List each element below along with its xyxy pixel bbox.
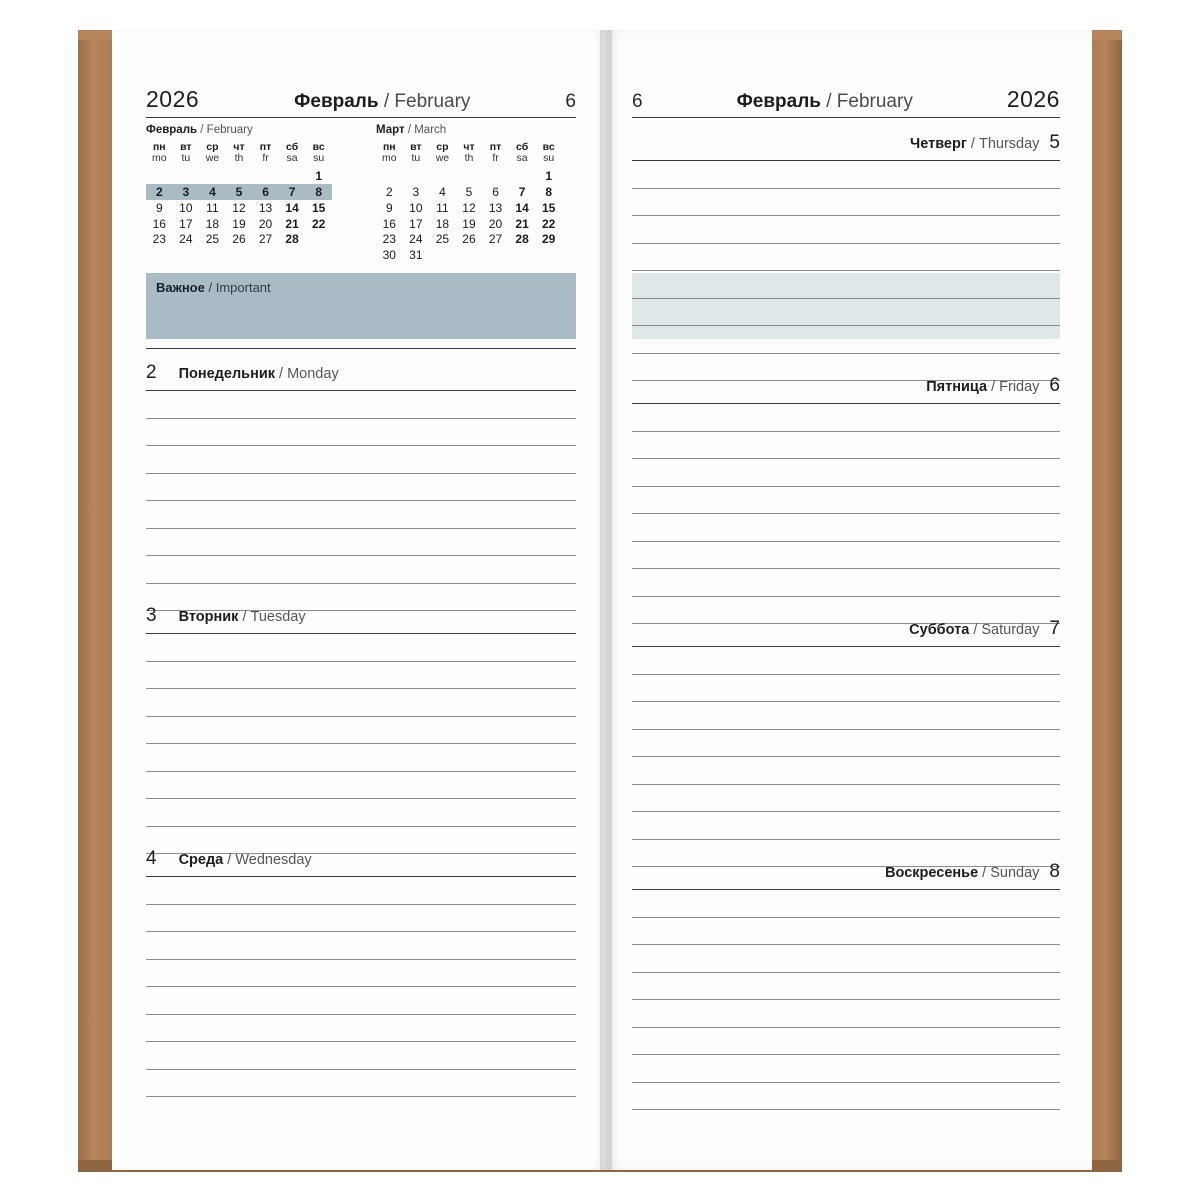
dow-row-ru — [376, 140, 562, 153]
day-cell[interactable] — [535, 247, 562, 263]
dow-cell: чт — [463, 141, 475, 153]
writing-line[interactable] — [632, 674, 1060, 675]
writing-line[interactable] — [146, 661, 576, 662]
dow-cell: tu — [181, 152, 191, 165]
day-number: 6 — [1049, 375, 1060, 396]
header-month-ru-left: Февраль — [294, 91, 379, 112]
day-cell[interactable]: 19 — [232, 216, 246, 231]
kraft-cover-left-edge — [78, 30, 116, 1170]
dow-row-en — [146, 153, 332, 167]
dow-cell: ср — [206, 141, 219, 153]
writing-line[interactable] — [632, 458, 1060, 459]
dow-cell: sa — [286, 152, 298, 165]
writing-line[interactable] — [632, 972, 1060, 973]
day-cell[interactable]: 11 — [206, 200, 219, 215]
important-label-ru: Важное — [156, 280, 205, 295]
writing-line[interactable] — [146, 1069, 576, 1070]
important-band-right — [632, 273, 1060, 339]
day-cell[interactable]: 10 — [179, 200, 193, 215]
day-cell[interactable]: 3 — [173, 184, 200, 200]
day-cell[interactable]: 20 — [258, 216, 273, 231]
day-cell[interactable] — [252, 168, 279, 184]
day-cell[interactable]: 24 — [409, 232, 423, 247]
day-cell[interactable] — [403, 168, 430, 184]
day-cell[interactable]: 27 — [488, 232, 503, 247]
day-cell[interactable] — [456, 247, 483, 263]
day-cell[interactable]: 8 — [305, 184, 332, 200]
writing-line[interactable] — [146, 931, 576, 932]
day-number: 3 — [146, 605, 157, 626]
week-row — [146, 184, 332, 200]
writing-line[interactable] — [146, 473, 576, 474]
dow-row-ru — [146, 140, 332, 153]
day-cell[interactable]: 18 — [205, 216, 220, 231]
writing-line[interactable] — [632, 1027, 1060, 1028]
day-header-sunday — [632, 861, 1060, 883]
mini-calendar-grid — [376, 140, 562, 263]
dow-cell: we — [435, 152, 450, 165]
mini-calendars — [146, 124, 576, 263]
day-number: 4 — [146, 848, 157, 869]
writing-line[interactable] — [146, 500, 576, 501]
header-month-en-right: February — [836, 91, 913, 112]
header-rule-left — [146, 117, 576, 118]
writing-line[interactable] — [632, 756, 1060, 757]
important-label-en: Important — [215, 280, 271, 295]
writing-line[interactable] — [146, 904, 576, 905]
dow-row-en — [376, 153, 562, 167]
day-cell[interactable]: 6 — [492, 184, 499, 199]
day-cell[interactable] — [429, 247, 456, 263]
mini-calendar-grid — [146, 140, 332, 247]
dow-cell: fr — [262, 152, 269, 165]
week-row — [146, 216, 332, 232]
header-rule-right — [632, 117, 1060, 118]
day-name: Суббота / Saturday — [909, 622, 1040, 638]
week-row — [146, 200, 332, 216]
day-cell[interactable]: 1 — [315, 168, 323, 183]
day-header-monday — [146, 362, 576, 384]
day-cell[interactable]: 14 — [285, 200, 299, 215]
dow-cell: вт — [180, 141, 192, 153]
mini-calendar-title: Февраль / February — [146, 124, 253, 136]
day-cell[interactable] — [456, 168, 483, 184]
day-cell[interactable] — [146, 168, 173, 184]
day-cell[interactable]: 25 — [205, 232, 220, 247]
writing-line[interactable] — [146, 688, 576, 689]
day-rule-friday — [632, 403, 1060, 404]
book-gutter — [600, 30, 612, 1170]
day-cell[interactable]: 5 — [226, 184, 253, 200]
dow-cell: сб — [516, 141, 529, 153]
dow-cell: чт — [233, 141, 245, 153]
day-cell[interactable]: 12 — [462, 200, 476, 215]
writing-line[interactable] — [632, 784, 1060, 785]
day-cell[interactable]: 6 — [252, 184, 279, 200]
page-number-left: 6 — [565, 91, 576, 112]
dow-cell: вс — [312, 141, 325, 153]
day-cell[interactable]: 7 — [279, 184, 306, 200]
writing-line[interactable] — [146, 418, 576, 419]
dow-cell: mo — [151, 152, 167, 165]
writing-line[interactable] — [632, 325, 1060, 326]
writing-line[interactable] — [632, 701, 1060, 702]
day-cell[interactable]: 9 — [155, 200, 163, 215]
day-header-thursday — [632, 132, 1060, 154]
day-cell[interactable]: 7 — [518, 184, 526, 199]
day-cell[interactable] — [226, 168, 253, 184]
dow-cell: сб — [286, 141, 299, 153]
writing-line[interactable] — [632, 917, 1060, 918]
day-name: Воскресенье / Sunday — [885, 865, 1040, 881]
page-number-right: 6 — [632, 91, 643, 112]
header-month-en-left: February — [394, 91, 471, 112]
day-rule-wednesday — [146, 876, 576, 877]
day-cell[interactable] — [173, 168, 200, 184]
important-label-sep: / — [208, 280, 213, 295]
day-number: 8 — [1049, 861, 1060, 882]
dow-cell: вт — [410, 141, 422, 153]
day-cell[interactable]: 3 — [412, 184, 420, 199]
writing-line[interactable] — [632, 243, 1060, 244]
day-cell[interactable]: 4 — [199, 184, 226, 200]
header-left — [146, 86, 576, 113]
writing-line[interactable] — [632, 353, 1060, 354]
day-cell[interactable]: 1 — [545, 168, 553, 183]
day-cell[interactable]: 13 — [258, 200, 273, 215]
dow-cell: fr — [492, 152, 499, 165]
writing-line[interactable] — [632, 188, 1060, 189]
writing-line[interactable] — [146, 1014, 576, 1015]
dow-cell: пн — [152, 141, 166, 153]
week-row — [146, 231, 332, 247]
day-cell[interactable]: 4 — [439, 184, 446, 199]
day-cell[interactable] — [509, 247, 536, 263]
day-name: Понедельник / Monday — [178, 366, 339, 382]
dow-cell: пт — [489, 141, 502, 153]
writing-line[interactable] — [632, 729, 1060, 730]
day-cell[interactable]: 11 — [436, 200, 449, 215]
important-rule — [146, 348, 576, 349]
day-cell[interactable] — [482, 168, 509, 184]
day-cell[interactable]: 5 — [465, 184, 473, 199]
day-name: Четверг / Thursday — [910, 136, 1040, 152]
day-cell[interactable]: 21 — [515, 216, 529, 231]
writing-line[interactable] — [632, 541, 1060, 542]
day-cell[interactable]: 23 — [382, 232, 396, 247]
day-cell[interactable]: 21 — [285, 216, 299, 231]
header-right — [632, 86, 1060, 113]
writing-line[interactable] — [632, 839, 1060, 840]
dow-cell: вс — [542, 141, 555, 153]
header-month-sep-right: / — [826, 91, 832, 112]
writing-line[interactable] — [632, 811, 1060, 812]
header-month-sep-left: / — [383, 91, 390, 112]
day-number: 7 — [1049, 618, 1060, 639]
dow-cell: tu — [411, 152, 421, 165]
day-number: 2 — [146, 362, 157, 383]
dow-cell: th — [234, 152, 244, 165]
dow-cell: sa — [516, 152, 528, 165]
writing-line[interactable] — [632, 1082, 1060, 1083]
week-row — [146, 168, 332, 184]
week-row — [376, 184, 562, 200]
writing-line[interactable] — [632, 999, 1060, 1000]
writing-line[interactable] — [146, 1041, 576, 1042]
day-cell[interactable]: 13 — [488, 200, 503, 215]
week-row — [376, 168, 562, 184]
day-name: Среда / Wednesday — [178, 852, 312, 868]
writing-line[interactable] — [632, 486, 1060, 487]
day-rule-sunday — [632, 889, 1060, 890]
writing-line[interactable] — [632, 1054, 1060, 1055]
writing-line[interactable] — [632, 1109, 1060, 1110]
day-cell[interactable] — [199, 168, 226, 184]
day-cell[interactable]: 20 — [488, 216, 503, 231]
day-name: Вторник / Tuesday — [178, 609, 306, 625]
day-number: 5 — [1049, 132, 1060, 153]
day-cell[interactable]: 8 — [545, 184, 553, 199]
day-cell[interactable]: 16 — [382, 216, 396, 231]
day-cell[interactable]: 25 — [435, 232, 450, 247]
day-cell[interactable]: 27 — [258, 232, 273, 247]
day-cell[interactable]: 15 — [542, 200, 556, 215]
day-cell[interactable]: 23 — [152, 232, 166, 247]
writing-line[interactable] — [632, 431, 1060, 432]
day-cell[interactable]: 28 — [515, 232, 529, 247]
week-row — [376, 216, 562, 232]
day-cell[interactable]: 12 — [232, 200, 246, 215]
week-row — [376, 231, 562, 247]
writing-line[interactable] — [146, 826, 576, 827]
day-cell[interactable]: 26 — [462, 232, 476, 247]
day-name: Пятница / Friday — [926, 379, 1040, 395]
day-cell[interactable]: 30 — [382, 248, 396, 263]
day-cell[interactable]: 19 — [462, 216, 476, 231]
day-header-wednesday — [146, 848, 576, 870]
writing-line[interactable] — [146, 555, 576, 556]
day-rule-monday — [146, 390, 576, 391]
dow-cell: пт — [259, 141, 272, 153]
writing-line[interactable] — [146, 583, 576, 584]
kraft-cover-right-edge — [1088, 30, 1122, 1170]
day-cell[interactable]: 31 — [409, 248, 423, 263]
day-rule-thursday — [632, 160, 1060, 161]
day-cell[interactable] — [279, 168, 306, 184]
header-month-left — [294, 91, 470, 113]
day-cell[interactable]: 10 — [409, 200, 423, 215]
day-cell[interactable]: 18 — [435, 216, 450, 231]
writing-line[interactable] — [146, 771, 576, 772]
day-cell[interactable]: 29 — [542, 232, 556, 247]
writing-line[interactable] — [632, 215, 1060, 216]
important-label — [156, 280, 271, 295]
writing-line[interactable] — [632, 513, 1060, 514]
writing-line[interactable] — [146, 445, 576, 446]
writing-line[interactable] — [146, 959, 576, 960]
dow-cell: ср — [436, 141, 449, 153]
header-month-right — [737, 91, 913, 113]
header-year-right: 2026 — [1006, 86, 1060, 112]
dow-cell: we — [205, 152, 220, 165]
writing-line[interactable] — [146, 1096, 576, 1097]
day-cell[interactable]: 24 — [179, 232, 193, 247]
dow-cell: su — [543, 152, 555, 165]
writing-line[interactable] — [632, 270, 1060, 271]
mini-calendar-title: Март / March — [376, 124, 447, 136]
day-cell[interactable]: 15 — [312, 200, 326, 215]
day-cell[interactable]: 16 — [152, 216, 166, 231]
mini-calendar-current — [146, 124, 332, 263]
writing-line[interactable] — [146, 743, 576, 744]
day-cell[interactable] — [429, 168, 456, 184]
day-cell[interactable]: 2 — [385, 184, 393, 199]
day-cell[interactable]: 17 — [409, 216, 423, 231]
day-rule-saturday — [632, 646, 1060, 647]
header-month-ru-right: Февраль — [736, 91, 821, 112]
day-cell[interactable] — [305, 231, 332, 247]
day-cell[interactable]: 28 — [285, 232, 299, 247]
writing-line[interactable] — [146, 986, 576, 987]
writing-line[interactable] — [632, 944, 1060, 945]
day-cell[interactable]: 9 — [385, 200, 393, 215]
dow-cell: th — [464, 152, 474, 165]
day-cell[interactable]: 26 — [232, 232, 246, 247]
mini-calendar-next — [376, 124, 562, 263]
writing-line[interactable] — [632, 568, 1060, 569]
day-cell[interactable]: 2 — [146, 184, 173, 200]
day-header-tuesday — [146, 605, 576, 627]
writing-line[interactable] — [146, 798, 576, 799]
day-header-friday — [632, 375, 1060, 397]
header-year-left: 2026 — [146, 86, 200, 112]
day-cell[interactable] — [376, 168, 403, 184]
writing-line[interactable] — [146, 528, 576, 529]
day-cell[interactable]: 17 — [179, 216, 193, 231]
day-header-saturday — [632, 618, 1060, 640]
day-cell[interactable] — [509, 168, 536, 184]
writing-line[interactable] — [632, 298, 1060, 299]
day-rule-tuesday — [146, 633, 576, 634]
week-row — [376, 200, 562, 216]
dow-cell: пн — [382, 141, 396, 153]
writing-line[interactable] — [146, 716, 576, 717]
day-cell[interactable]: 22 — [542, 216, 556, 231]
day-cell[interactable]: 22 — [312, 216, 326, 231]
week-row — [376, 247, 562, 263]
writing-line[interactable] — [632, 596, 1060, 597]
day-cell[interactable] — [482, 247, 509, 263]
dow-cell: mo — [381, 152, 397, 165]
day-cell[interactable]: 14 — [515, 200, 529, 215]
dow-cell: su — [313, 152, 325, 165]
